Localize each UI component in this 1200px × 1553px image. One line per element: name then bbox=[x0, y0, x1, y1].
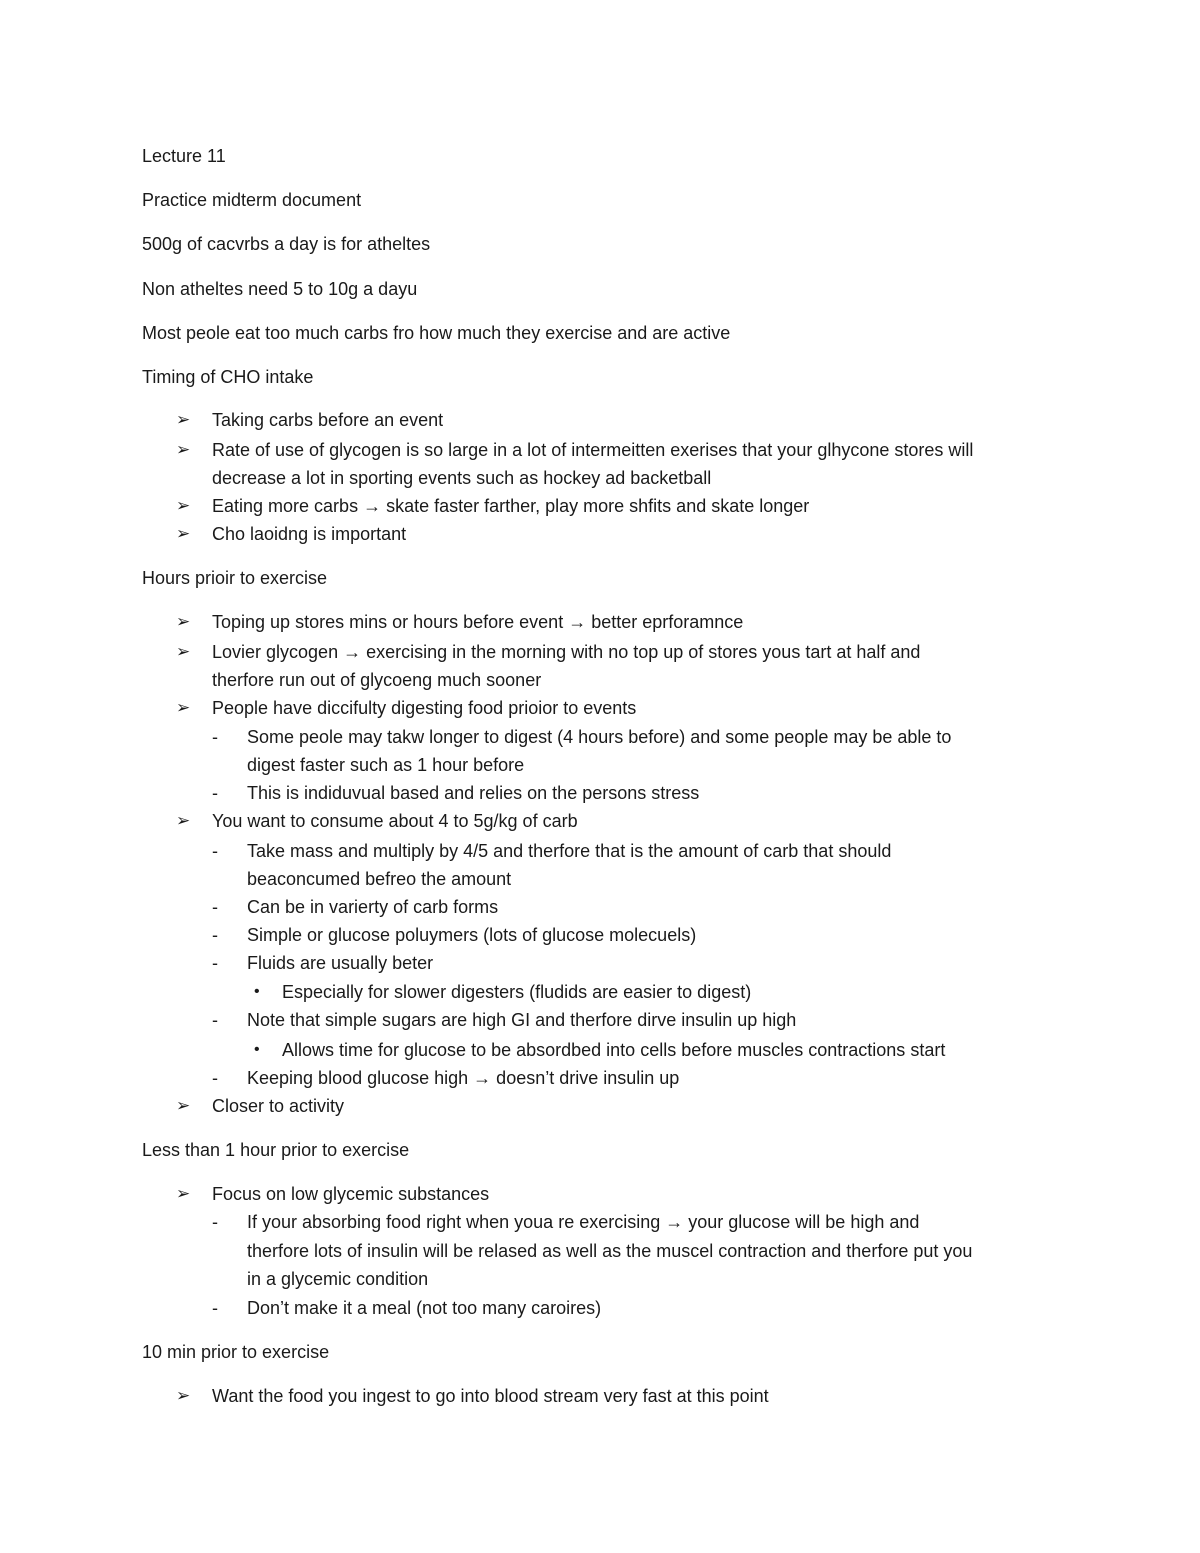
sub-item: This is indiduvual based and relies on the persons stress bbox=[247, 783, 700, 803]
section-heading: Timing of CHO intake bbox=[142, 367, 314, 387]
arrow-bullet-icon: ➢ bbox=[176, 811, 191, 830]
lecture-title: Lecture 11 bbox=[142, 146, 226, 166]
bullet-item: Toping up stores mins or hours before event → better eprforamnce bbox=[212, 612, 744, 632]
sub-item: Take mass and multiply by 4/5 and therfore that is the amount of carb that should bbox=[247, 841, 892, 861]
paragraph: Non atheltes need 5 to 10g a dayu bbox=[142, 279, 418, 299]
arrow-bullet-icon: ➢ bbox=[176, 1386, 191, 1405]
bullet-item: You want to consume about 4 to 5g/kg of carb bbox=[212, 811, 578, 831]
bullet-item-continuation: therfore run out of glycoeng much sooner bbox=[212, 670, 542, 690]
sub-item: Keeping blood glucose high → doesn’t drive insulin up bbox=[247, 1068, 680, 1088]
sub-item: Some peole may takw longer to digest (4 hours before) and some people may be able to bbox=[247, 727, 952, 747]
arrow-bullet-icon: ➢ bbox=[176, 1096, 191, 1115]
arrow-bullet-icon: ➢ bbox=[176, 1184, 191, 1203]
bullet-item: Cho laoidng is important bbox=[212, 524, 407, 544]
arrow-bullet-icon: ➢ bbox=[176, 642, 191, 661]
paragraph: Practice midterm document bbox=[142, 190, 362, 210]
section-heading: 10 min prior to exercise bbox=[142, 1342, 330, 1362]
bullet-item: People have diccifulty digesting food prioior to events bbox=[212, 698, 637, 718]
dash-bullet-icon: - bbox=[212, 897, 218, 917]
paragraph: 500g of cacvrbs a day is for atheltes bbox=[142, 234, 431, 254]
arrow-bullet-icon: ➢ bbox=[176, 612, 191, 631]
dash-bullet-icon: - bbox=[212, 953, 218, 973]
arrow-bullet-icon: ➢ bbox=[176, 410, 191, 429]
bullet-item: Rate of use of glycogen is so large in a lot of intermeitten exerises that your glhycone stores will bbox=[212, 440, 974, 460]
sub-sub-item: Allows time for glucose to be absordbed into cells before muscles contractions start bbox=[282, 1040, 946, 1060]
bullet-item: Taking carbs before an event bbox=[212, 410, 444, 430]
dash-bullet-icon: - bbox=[212, 841, 218, 861]
bullet-item: Closer to activity bbox=[212, 1096, 345, 1116]
dash-bullet-icon: - bbox=[212, 1068, 218, 1088]
dot-bullet-icon: • bbox=[254, 1041, 260, 1058]
sub-item: Simple or glucose poluymers (lots of glucose molecuels) bbox=[247, 925, 697, 945]
bullet-item: Want the food you ingest to go into blood stream very fast at this point bbox=[212, 1386, 769, 1406]
bullet-item: Lovier glycogen → exercising in the morning with no top up of stores yous tart at half and bbox=[212, 642, 921, 662]
arrow-bullet-icon: ➢ bbox=[176, 698, 191, 717]
sub-item-continuation: beaconcumed befreo the amount bbox=[247, 869, 512, 889]
dot-bullet-icon: • bbox=[254, 983, 260, 1000]
section-heading: Hours prioir to exercise bbox=[142, 568, 328, 588]
sub-item: Note that simple sugars are high GI and therfore dirve insulin up high bbox=[247, 1010, 797, 1030]
dash-bullet-icon: - bbox=[212, 1010, 218, 1030]
sub-item: Fluids are usually beter bbox=[247, 953, 434, 973]
arrow-bullet-icon: ➢ bbox=[176, 440, 191, 459]
bullet-item: Focus on low glycemic substances bbox=[212, 1184, 490, 1204]
dash-bullet-icon: - bbox=[212, 1298, 218, 1318]
dash-bullet-icon: - bbox=[212, 925, 218, 945]
sub-item-continuation: therfore lots of insulin will be relased as well as the muscel contraction and therfore put you bbox=[247, 1241, 973, 1261]
sub-item: Don’t make it a meal (not too many caroires) bbox=[247, 1298, 602, 1318]
dash-bullet-icon: - bbox=[212, 783, 218, 803]
sub-sub-item: Especially for slower digesters (fludids are easier to digest) bbox=[282, 982, 752, 1002]
sub-item: If your absorbing food right when youa re exercising → your glucose will be high and bbox=[247, 1212, 920, 1232]
bullet-item: Eating more carbs → skate faster farther, play more shfits and skate longer bbox=[212, 496, 810, 516]
paragraph: Most peole eat too much carbs fro how much they exercise and are active bbox=[142, 323, 731, 343]
arrow-bullet-icon: ➢ bbox=[176, 496, 191, 515]
sub-item-continuation: in a glycemic condition bbox=[247, 1269, 429, 1289]
sub-item-continuation: digest faster such as 1 hour before bbox=[247, 755, 525, 775]
arrow-bullet-icon: ➢ bbox=[176, 524, 191, 543]
dash-bullet-icon: - bbox=[212, 1212, 218, 1232]
bullet-item-continuation: decrease a lot in sporting events such as hockey ad backetball bbox=[212, 468, 712, 488]
dash-bullet-icon: - bbox=[212, 727, 218, 747]
section-heading: Less than 1 hour prior to exercise bbox=[142, 1140, 410, 1160]
sub-item: Can be in varierty of carb forms bbox=[247, 897, 499, 917]
